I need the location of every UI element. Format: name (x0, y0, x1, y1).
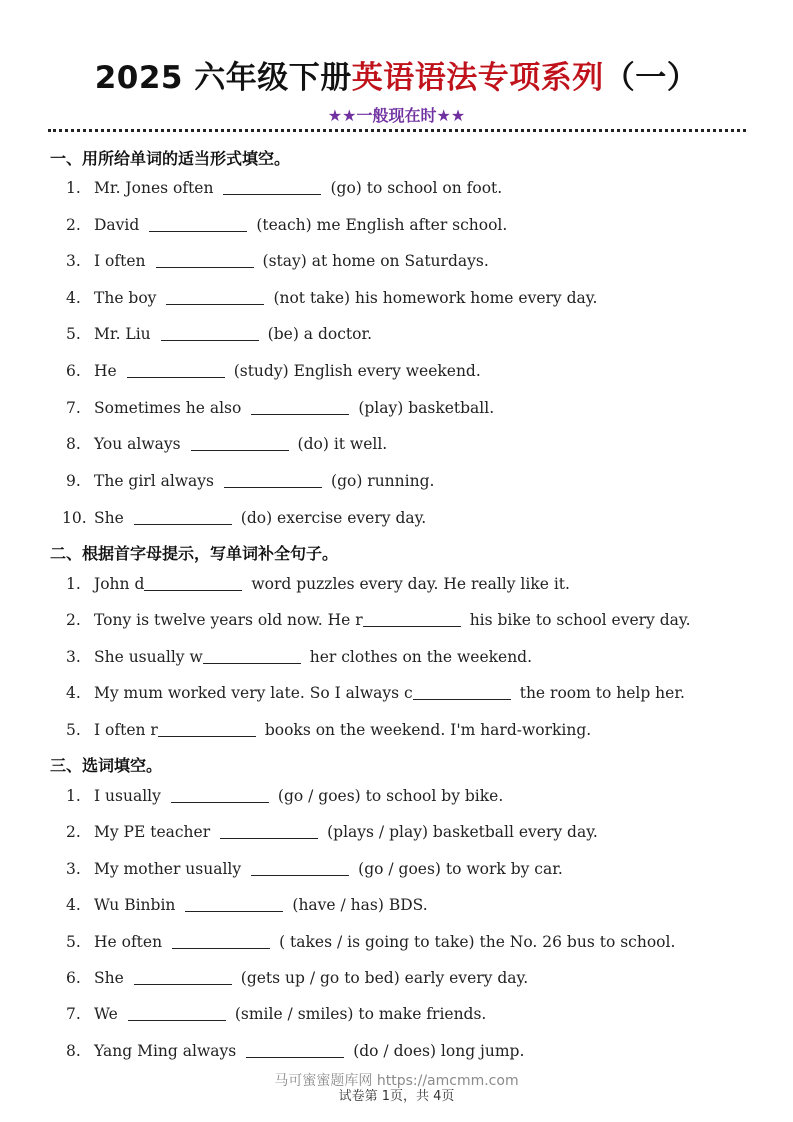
question-stem: She (94, 969, 124, 987)
question-row (66, 856, 563, 878)
question-hint: (play) basketball. (358, 399, 495, 417)
question-number: 4. (66, 684, 81, 702)
answer-blank[interactable] (144, 576, 242, 591)
question-number: 7. (66, 399, 81, 417)
question-number: 2. (66, 823, 81, 841)
question-hint: (go) running. (331, 472, 435, 490)
title-suffix: （一） (603, 60, 699, 96)
question-stem: My mother usually (94, 860, 242, 878)
answer-blank[interactable] (203, 649, 301, 664)
question-number: 7. (66, 1005, 81, 1023)
question-hint: (be) a doctor. (267, 325, 373, 343)
answer-blank[interactable] (171, 788, 269, 803)
question-number: 5. (66, 325, 81, 343)
question-stem: I usually (94, 787, 161, 805)
question-number: 10. (62, 509, 87, 527)
question-row (66, 892, 428, 914)
question-hint: (do) it well. (297, 435, 388, 453)
section-3-heading: 三、选词填空。 (50, 756, 163, 775)
question-hint: (have / has) BDS. (292, 896, 428, 914)
question-stem: I often r (94, 721, 158, 739)
question-stem: My mum worked very late. So I always c (94, 684, 413, 702)
question-row (66, 1001, 486, 1023)
answer-blank[interactable] (127, 363, 225, 378)
question-stem: Tony is twelve years old now. He r (94, 611, 363, 629)
question-hint: (not take) his homework home every day. (273, 289, 598, 307)
title-grade: 2025 六年级下册 (94, 60, 352, 96)
dotted-divider (48, 129, 746, 132)
question-hint: her clothes on the weekend. (309, 648, 533, 666)
question-row (66, 1038, 524, 1060)
answer-blank[interactable] (161, 326, 259, 341)
question-hint: books on the weekend. I'm hard-working. (264, 721, 592, 739)
question-hint: (stay) at home on Saturdays. (262, 252, 489, 270)
worksheet-subtitle: ★★一般现在时★★ (327, 106, 466, 125)
question-stem: David (94, 216, 140, 234)
answer-blank[interactable] (413, 685, 511, 700)
question-number: 5. (66, 933, 81, 951)
answer-blank[interactable] (134, 970, 232, 985)
question-row (66, 212, 507, 234)
question-hint: word puzzles every day. He really like it. (251, 575, 570, 593)
question-number: 8. (66, 1042, 81, 1060)
question-row (66, 321, 372, 343)
question-stem: The girl always (94, 472, 215, 490)
page-indicator: 试卷第 1页，共 4页 (338, 1089, 455, 1104)
question-row (66, 395, 494, 417)
question-hint: (gets up / go to bed) early every day. (240, 969, 529, 987)
question-stem: The boy (94, 289, 157, 307)
question-number: 1. (66, 179, 81, 197)
question-number: 6. (66, 969, 81, 987)
question-hint: (go) to school on foot. (330, 179, 503, 197)
question-stem: I often (94, 252, 146, 270)
question-hint: (smile / smiles) to make friends. (234, 1005, 487, 1023)
question-hint: (plays / play) basketball every day. (327, 823, 598, 841)
question-hint: the room to help her. (519, 684, 685, 702)
answer-blank[interactable] (128, 1006, 226, 1021)
answer-blank[interactable] (191, 436, 289, 451)
question-row (66, 644, 532, 666)
question-stem: Sometimes he also (94, 399, 242, 417)
section-1-heading: 一、用所给单词的适当形式填空。 (50, 149, 291, 168)
answer-blank[interactable] (158, 722, 256, 737)
question-hint: ( takes / is going to take) the No. 26 bus to school. (279, 933, 676, 951)
question-stem: Mr. Jones often (94, 179, 214, 197)
answer-blank[interactable] (251, 861, 349, 876)
answer-blank[interactable] (363, 612, 461, 627)
question-row (66, 680, 685, 702)
question-stem: He often (94, 933, 163, 951)
answer-blank[interactable] (220, 824, 318, 839)
question-stem: He (94, 362, 117, 380)
question-row (66, 783, 503, 805)
question-stem: Wu Binbin (94, 896, 176, 914)
question-hint: his bike to school every day. (469, 611, 691, 629)
question-stem: Mr. Liu (94, 325, 151, 343)
question-number: 4. (66, 896, 81, 914)
question-number: 5. (66, 721, 81, 739)
question-hint: (study) English every weekend. (233, 362, 481, 380)
question-row (66, 431, 387, 453)
question-row (62, 505, 426, 527)
question-hint: (go / goes) to work by car. (358, 860, 563, 878)
answer-blank[interactable] (172, 934, 270, 949)
question-number: 2. (66, 216, 81, 234)
question-stem: We (94, 1005, 118, 1023)
question-stem: You always (94, 435, 181, 453)
answer-blank[interactable] (251, 400, 349, 415)
question-number: 9. (66, 472, 81, 490)
question-number: 1. (66, 787, 81, 805)
question-number: 6. (66, 362, 81, 380)
question-row (66, 607, 691, 629)
question-stem: Yang Ming always (94, 1042, 237, 1060)
question-row (66, 819, 598, 841)
answer-blank[interactable] (224, 473, 322, 488)
worksheet-title (0, 52, 793, 97)
title-series: 英语语法专项系列 (351, 60, 604, 96)
question-row (66, 571, 570, 593)
question-row (66, 468, 434, 490)
question-row (66, 285, 597, 307)
question-hint: (do) exercise every day. (240, 509, 427, 527)
question-stem: My PE teacher (94, 823, 211, 841)
answer-blank[interactable] (246, 1043, 344, 1058)
question-row (66, 717, 591, 739)
question-hint: (do / does) long jump. (353, 1042, 525, 1060)
watermark-text: 马可蜜蜜题库网 https://amcmm.com (274, 1073, 519, 1089)
question-number: 3. (66, 648, 81, 666)
question-stem: She usually w (94, 648, 203, 666)
section-2-heading: 二、根据首字母提示，写单词补全句子。 (50, 544, 339, 563)
question-number: 2. (66, 611, 81, 629)
question-row (66, 358, 481, 380)
question-number: 4. (66, 289, 81, 307)
answer-blank[interactable] (166, 290, 264, 305)
answer-blank[interactable] (185, 897, 283, 912)
question-hint: (teach) me English after school. (256, 216, 508, 234)
question-stem: She (94, 509, 124, 527)
answer-blank[interactable] (134, 510, 232, 525)
question-number: 8. (66, 435, 81, 453)
question-row (66, 965, 528, 987)
answer-blank[interactable] (223, 180, 321, 195)
question-row (66, 248, 489, 270)
answer-blank[interactable] (149, 217, 247, 232)
question-row (66, 929, 675, 951)
question-number: 1. (66, 575, 81, 593)
question-hint: (go / goes) to school by bike. (277, 787, 504, 805)
question-number: 3. (66, 860, 81, 878)
question-number: 3. (66, 252, 81, 270)
question-row (66, 175, 502, 197)
question-stem: John d (94, 575, 145, 593)
answer-blank[interactable] (156, 253, 254, 268)
